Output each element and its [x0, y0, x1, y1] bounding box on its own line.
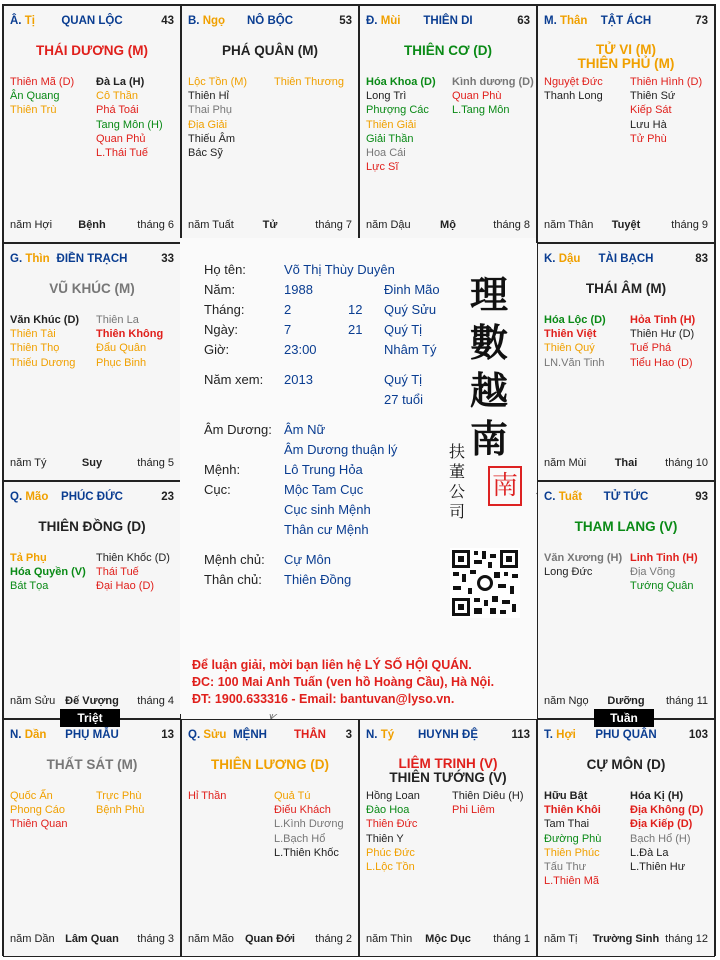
minor-star: Long Đức — [544, 566, 593, 579]
year-cycle: năm Dần — [10, 933, 55, 945]
minor-star: Đại Hao (D) — [96, 580, 155, 593]
cuc-note1: Cục sinh Mệnh — [284, 502, 371, 517]
minor-star: Tướng Quân — [630, 580, 694, 593]
palace-branch: Q. Mão — [10, 491, 49, 503]
month-cycle: tháng 5 — [137, 457, 174, 469]
major-star: THIÊN TƯỚNG (V) — [389, 770, 507, 785]
minor-star: Thái Tuế — [96, 566, 139, 579]
life-stage: Suy — [81, 457, 103, 469]
minor-star: Thiếu Dương — [10, 356, 76, 369]
minor-stars-left — [544, 75, 603, 103]
minor-star: L.Đà La — [630, 846, 669, 859]
minor-stars-right — [630, 313, 695, 370]
year-cycle: năm Mão — [188, 933, 234, 945]
year-canchi: Đinh Mão — [384, 282, 440, 297]
palace-header — [366, 729, 530, 743]
minor-star: Tang Môn (H) — [96, 118, 163, 131]
vertical-text-4: 司 — [448, 502, 465, 521]
minor-star: Thiên Phúc — [544, 846, 600, 859]
minor-star: Quan Phù — [452, 90, 502, 103]
palace-number: 63 — [517, 15, 530, 27]
minor-stars-left — [366, 75, 436, 174]
minor-star: Hỉ Thần — [188, 790, 227, 802]
life-stage: Tuyệt — [611, 219, 641, 231]
body-master-label: Thân chủ: — [204, 572, 262, 587]
life-stage: Trường Sinh — [592, 933, 660, 945]
minor-star: Đường Phù — [544, 832, 602, 845]
cuc-note2: Thân cư Mệnh — [284, 522, 369, 537]
minor-star: Tả Phụ — [10, 552, 47, 564]
minor-star: Thiên Khốc (D) — [96, 552, 170, 564]
minor-star: Hóa Kị (H) — [630, 790, 684, 802]
palace-branch: Q. Sửu — [188, 729, 227, 741]
palace-name: PHỤ MẪU — [65, 729, 119, 741]
minor-star: Văn Khúc (D) — [10, 314, 80, 326]
minor-stars-right — [630, 75, 702, 146]
palace-header — [544, 15, 708, 29]
major-star: THÁI ÂM (M) — [585, 281, 667, 296]
minor-star: Phục Binh — [96, 356, 147, 369]
minor-stars-right — [452, 789, 524, 817]
month-cycle: tháng 7 — [315, 219, 352, 231]
qr-code-icon — [450, 548, 520, 618]
seal-stamp: 南 — [488, 466, 522, 506]
palace-footer — [188, 219, 352, 233]
minor-stars-right — [96, 551, 170, 594]
palace-cell-suu — [181, 719, 359, 957]
minor-star: Kình dương (D) — [452, 76, 534, 88]
destiny-master-label: Mệnh chủ: — [204, 552, 265, 567]
month-cycle: tháng 2 — [315, 933, 352, 945]
palace-number: 43 — [161, 15, 174, 27]
minor-star: LN.Văn Tinh — [544, 356, 605, 369]
minor-star: L.Thiên Khốc — [274, 846, 339, 859]
palace-cell-tuat — [537, 481, 715, 719]
palace-number: 13 — [161, 729, 174, 741]
palace-number: 103 — [688, 729, 708, 741]
year-cycle: năm Hợi — [10, 219, 53, 231]
vertical-text-1: 扶 — [448, 442, 465, 461]
palace-name: TÀI BẠCH — [598, 253, 654, 265]
month-cycle: tháng 10 — [665, 457, 708, 469]
palace-branch: M. Thân — [544, 15, 588, 27]
minor-star: Thiên Không — [96, 328, 164, 341]
minor-star: Đà La (H) — [96, 76, 145, 88]
life-stage: Thai — [614, 457, 638, 469]
month-canchi: Quý Sửu — [384, 302, 437, 317]
calligraphy-char-4: 南 — [470, 416, 509, 461]
minor-stars-right — [96, 75, 163, 160]
body-palace-name: THÂN — [294, 729, 326, 741]
palace-header — [10, 15, 174, 29]
cuc-value: Mộc Tam Cục — [284, 482, 364, 497]
minor-star: Thiên Diêu (H) — [452, 790, 524, 802]
life-stage: Mộc Dục — [425, 933, 471, 945]
minor-stars-left — [544, 313, 606, 370]
palace-name: TẬT ÁCH — [600, 15, 652, 27]
center-info-panel — [180, 238, 536, 714]
life-stage: Tử — [262, 219, 278, 231]
minor-stars-left — [366, 789, 420, 874]
calligraphy-char-3: 越 — [470, 368, 509, 413]
month-cycle: tháng 11 — [665, 695, 708, 707]
minor-star: Tuế Phá — [630, 342, 672, 355]
palace-cell-mui — [359, 5, 537, 243]
minor-star: Bác Sỹ — [188, 147, 223, 160]
minor-star: Thiên Sứ — [630, 90, 676, 103]
major-star: VŨ KHÚC (M) — [49, 281, 135, 296]
palace-number: 73 — [695, 15, 708, 27]
palace-branch: Đ. Mùi — [366, 15, 401, 27]
minor-star: Lộc Tồn (M) — [188, 76, 248, 88]
minor-star: L.Thiên Mã — [544, 875, 600, 888]
palace-cell-than — [537, 5, 715, 243]
major-star: TỬ VI (M) — [596, 42, 656, 57]
palace-branch: B. Ngọ — [188, 15, 226, 27]
palace-footer — [544, 219, 708, 233]
minor-star: Thai Phụ — [188, 104, 233, 117]
palace-name: PHU QUÂN — [595, 729, 657, 741]
palace-footer — [366, 933, 530, 947]
minor-star: L.Bạch Hổ — [274, 832, 326, 845]
minor-star: Thiên Y — [366, 832, 404, 845]
minor-star: Giải Thần — [366, 132, 414, 145]
hour-canchi: Nhâm Tý — [384, 342, 437, 357]
minor-star: Long Trì — [366, 90, 407, 103]
month-cycle: tháng 1 — [493, 933, 530, 945]
year-cycle: năm Ngọ — [544, 695, 589, 707]
palace-cell-dan — [3, 719, 181, 957]
minor-star: Tam Thai — [544, 818, 590, 831]
minor-star: Phá Toái — [96, 104, 139, 117]
palace-footer — [366, 219, 530, 233]
day-label: Ngày: — [204, 322, 238, 337]
minor-star: Thiên Thọ — [10, 342, 60, 355]
palace-name: HUYNH ĐỆ — [417, 729, 479, 741]
minor-stars-right — [274, 789, 344, 860]
major-star: THIÊN PHỦ (M) — [577, 56, 675, 71]
palace-number: 93 — [695, 491, 708, 503]
minor-star: Ân Quang — [10, 90, 60, 103]
major-star: THIÊN LƯƠNG (D) — [211, 757, 329, 772]
minor-star: Điếu Khách — [274, 804, 331, 817]
major-star: PHÁ QUÂN (M) — [222, 43, 318, 58]
minor-star: Lực Sĩ — [366, 161, 399, 174]
palace-footer — [544, 695, 708, 709]
minor-star: Linh Tinh (H) — [630, 552, 698, 564]
life-stage: Quan Đới — [245, 933, 295, 945]
minor-star: Đẩu Quân — [96, 342, 147, 355]
month-lunar: 12 — [348, 302, 363, 317]
minor-stars-right — [630, 551, 698, 594]
year-cycle: năm Sửu — [10, 695, 56, 707]
minor-star: Phi Liêm — [452, 804, 495, 817]
minor-star: Địa Giải — [188, 118, 228, 131]
palace-header — [188, 15, 352, 29]
view-year-label: Năm xem: — [204, 372, 264, 387]
hour-label: Giờ: — [204, 342, 230, 357]
palace-number: 33 — [161, 253, 174, 265]
minor-star: Thiên Việt — [544, 328, 597, 341]
vertical-text-2: 董 — [448, 462, 465, 481]
view-year-value: 2013 — [284, 372, 313, 387]
minor-stars-right — [96, 313, 163, 370]
minor-star: Quả Tú — [274, 790, 311, 802]
cuc-label: Cục: — [204, 482, 231, 497]
palace-footer — [544, 457, 708, 471]
minor-star: Cô Thần — [96, 90, 138, 103]
minor-star: Văn Xương (H) — [544, 552, 623, 564]
palace-number: 53 — [339, 15, 352, 27]
minor-star: Hồng Loan — [366, 790, 420, 802]
minor-star: Hóa Lộc (D) — [544, 314, 606, 326]
palace-header — [544, 729, 708, 743]
minor-star: Thiên Hư (D) — [630, 328, 695, 341]
destiny-master-value: Cự Môn — [284, 552, 331, 567]
palace-name: TỬ TỨC — [603, 491, 649, 503]
major-star: THIÊN CƠ (D) — [403, 43, 492, 58]
minor-star: Địa Võng — [630, 566, 676, 579]
life-stage: Mộ — [440, 219, 456, 231]
palace-footer — [10, 219, 174, 233]
name-value: Võ Thị Thùy Duyên — [284, 262, 395, 277]
major-star: CỰ MÔN (D) — [586, 757, 666, 772]
minor-star: Hóa Khoa (D) — [366, 76, 436, 88]
minor-star: Thiên Thương — [274, 76, 345, 88]
palace-number: 83 — [695, 253, 708, 265]
minor-stars-right — [630, 789, 703, 874]
minor-star: Quan Phủ — [96, 132, 146, 145]
minor-star: Thiên Giải — [366, 118, 417, 131]
palace-name: QUAN LỘC — [61, 15, 123, 27]
palace-footer — [10, 695, 174, 709]
year-cycle: năm Tý — [10, 457, 47, 469]
contact-line-1: Để luận giải, mời bạn liên hệ LÝ SỐ HỘI QUÁN. — [192, 658, 472, 672]
tuan-badge: Tuần — [594, 709, 654, 727]
major-star: THÁI DƯƠNG (M) — [36, 43, 148, 58]
minor-star: Thiên Trù — [10, 104, 57, 117]
palace-footer — [188, 933, 352, 947]
minor-star: Hỏa Tinh (H) — [630, 314, 696, 326]
day-lunar: 21 — [348, 322, 363, 337]
palace-number: 23 — [161, 491, 174, 503]
palace-branch: G. Thìn — [10, 253, 50, 265]
view-year-canchi: Quý Tị — [384, 372, 423, 387]
life-stage: Lâm Quan — [65, 933, 119, 945]
minor-star: Trực Phù — [96, 790, 142, 802]
year-value: 1988 — [284, 282, 313, 297]
month-cycle: tháng 4 — [137, 695, 174, 707]
minor-stars-left — [10, 313, 79, 370]
month-label: Tháng: — [204, 302, 245, 317]
palace-branch: N. Tý — [366, 729, 395, 741]
minor-stars-left — [10, 789, 67, 832]
year-cycle: năm Mùi — [544, 457, 587, 469]
minor-star: Phúc Đức — [366, 846, 415, 859]
minor-stars-left — [10, 75, 74, 118]
minor-star: Tiểu Hao (D) — [630, 356, 693, 369]
minor-star: L.Thiên Hư — [630, 861, 686, 874]
yinyang-note: Âm Dương thuận lý — [284, 442, 398, 457]
year-cycle: năm Dậu — [366, 219, 411, 231]
life-stage: Bệnh — [78, 219, 106, 231]
minor-star: L.Kình Dương — [274, 818, 344, 831]
minor-star: Hóa Quyền (V) — [10, 566, 86, 579]
palace-header — [366, 15, 530, 29]
yinyang-label: Âm Dương: — [204, 422, 272, 437]
major-star: THẤT SÁT (M) — [46, 757, 138, 772]
palace-header — [188, 729, 352, 743]
palace-branch: K. Dậu — [544, 253, 581, 265]
minor-star: L.Thái Tuế — [96, 147, 148, 160]
palace-number: 113 — [511, 729, 530, 741]
palace-branch: C. Tuất — [544, 491, 583, 503]
palace-name: PHÚC ĐỨC — [61, 491, 123, 503]
triet-badge: Triệt — [60, 709, 120, 727]
minor-stars-right — [452, 75, 534, 118]
minor-star: Quốc Ấn — [10, 790, 53, 802]
palace-cell-thin — [3, 243, 181, 481]
body-master-value: Thiên Đồng — [284, 572, 352, 587]
minor-star: Tấu Thư — [544, 861, 587, 874]
palace-name: MỆNH — [233, 729, 267, 741]
month-value: 2 — [284, 302, 292, 317]
minor-star: Hoa Cái — [366, 147, 406, 160]
minor-star: Kiếp Sát — [630, 104, 672, 117]
day-value: 7 — [284, 322, 292, 337]
palace-name: THIÊN DI — [423, 15, 473, 27]
palace-header — [10, 253, 174, 267]
minor-star: Địa Kiếp (D) — [630, 818, 693, 831]
palace-number: 3 — [345, 729, 352, 741]
minor-star: Thiên Hình (D) — [630, 76, 703, 88]
minor-star: Thiên La — [96, 314, 139, 326]
vertical-text-3: 公 — [448, 482, 465, 501]
palace-branch: Â. Tị — [10, 15, 35, 27]
calligraphy-char-2: 數 — [470, 320, 509, 365]
year-cycle: năm Thìn — [366, 933, 413, 945]
minor-star: Tử Phù — [630, 132, 667, 145]
minor-star: Thanh Long — [544, 90, 603, 103]
palace-footer — [544, 933, 708, 947]
minor-stars-left — [188, 789, 226, 803]
minor-star: Phong Cáo — [10, 804, 66, 817]
month-cycle: tháng 3 — [137, 933, 174, 945]
minor-star: L.Lộc Tồn — [366, 861, 415, 874]
minor-star: Bạch Hổ (H) — [630, 832, 691, 845]
minor-star: Đào Hoa — [366, 804, 410, 817]
major-star: LIÊM TRINH (V) — [398, 756, 498, 771]
destiny-label: Mệnh: — [204, 462, 241, 477]
contact-line-2: ĐC: 100 Mai Anh Tuấn (ven hồ Hoàng Cầu), Hà Nội. — [192, 675, 495, 689]
life-stage: Dưỡng — [607, 695, 645, 707]
month-cycle: tháng 6 — [137, 219, 174, 231]
month-cycle: tháng 12 — [665, 933, 708, 945]
minor-stars-right — [96, 789, 144, 817]
year-cycle: năm Tị — [544, 933, 578, 945]
palace-cell-ty2 — [359, 719, 537, 957]
minor-star: Thiên Mã (D) — [10, 76, 75, 88]
name-label: Họ tên: — [204, 262, 246, 277]
palace-branch: T. Hợi — [544, 729, 576, 741]
minor-stars-left — [544, 551, 622, 579]
palace-cell-ngo — [181, 5, 359, 243]
month-cycle: tháng 8 — [493, 219, 530, 231]
minor-star: Thiên Đức — [366, 818, 418, 831]
palace-cell-dau — [537, 243, 715, 481]
minor-star: Nguyệt Đức — [544, 76, 603, 88]
palace-cell-mao — [3, 481, 181, 719]
major-star: THAM LANG (V) — [574, 519, 678, 534]
palace-name: NÔ BỘC — [247, 15, 293, 27]
minor-stars-left — [188, 75, 247, 160]
palace-header — [544, 491, 708, 505]
minor-stars-right — [274, 75, 344, 89]
minor-star: Lưu Hà — [630, 118, 667, 131]
minor-star: Thiên Quý — [544, 342, 595, 355]
palace-cell-ty — [3, 5, 181, 243]
minor-star: Bát Tọa — [10, 580, 49, 593]
calligraphy-char-1: 理 — [470, 272, 509, 317]
minor-star: Thiên Quan — [10, 818, 68, 831]
minor-star: Bệnh Phù — [96, 804, 145, 817]
life-stage: Đế Vượng — [65, 695, 119, 707]
minor-star: Phượng Các — [366, 104, 429, 117]
hour-value: 23:00 — [284, 342, 317, 357]
palace-header — [10, 491, 174, 505]
minor-star: L.Tang Môn — [452, 104, 510, 117]
contact-line-3: ĐT: 1900.633316 - Email: bantuvan@lyso.vn. — [192, 692, 455, 706]
day-canchi: Quý Tị — [384, 322, 423, 337]
minor-star: Thiên Hỉ — [188, 90, 229, 103]
palace-header — [544, 253, 708, 267]
minor-star: Địa Không (D) — [630, 804, 704, 817]
minor-stars-left — [10, 551, 86, 594]
year-label: Năm: — [204, 282, 236, 297]
destiny-value: Lô Trung Hỏa — [284, 462, 363, 477]
year-cycle: năm Tuất — [188, 219, 234, 231]
palace-cell-hoi — [537, 719, 715, 957]
minor-star: Thiếu Âm — [188, 132, 236, 145]
minor-star: Thiên Khôi — [544, 804, 601, 817]
minor-star: Thiên Tài — [10, 328, 56, 341]
yinyang-value: Âm Nữ — [284, 422, 326, 437]
month-cycle: tháng 9 — [671, 219, 708, 231]
palace-footer — [10, 933, 174, 947]
year-cycle: năm Thân — [544, 219, 594, 231]
minor-star: Hữu Bật — [544, 790, 588, 802]
palace-footer — [10, 457, 174, 471]
palace-name: ĐIỀN TRẠCH — [56, 253, 128, 265]
age-value: 27 tuổi — [384, 392, 424, 407]
palace-branch: N. Dần — [10, 729, 47, 741]
major-star: THIÊN ĐỒNG (D) — [38, 519, 146, 534]
minor-stars-left — [544, 789, 601, 888]
